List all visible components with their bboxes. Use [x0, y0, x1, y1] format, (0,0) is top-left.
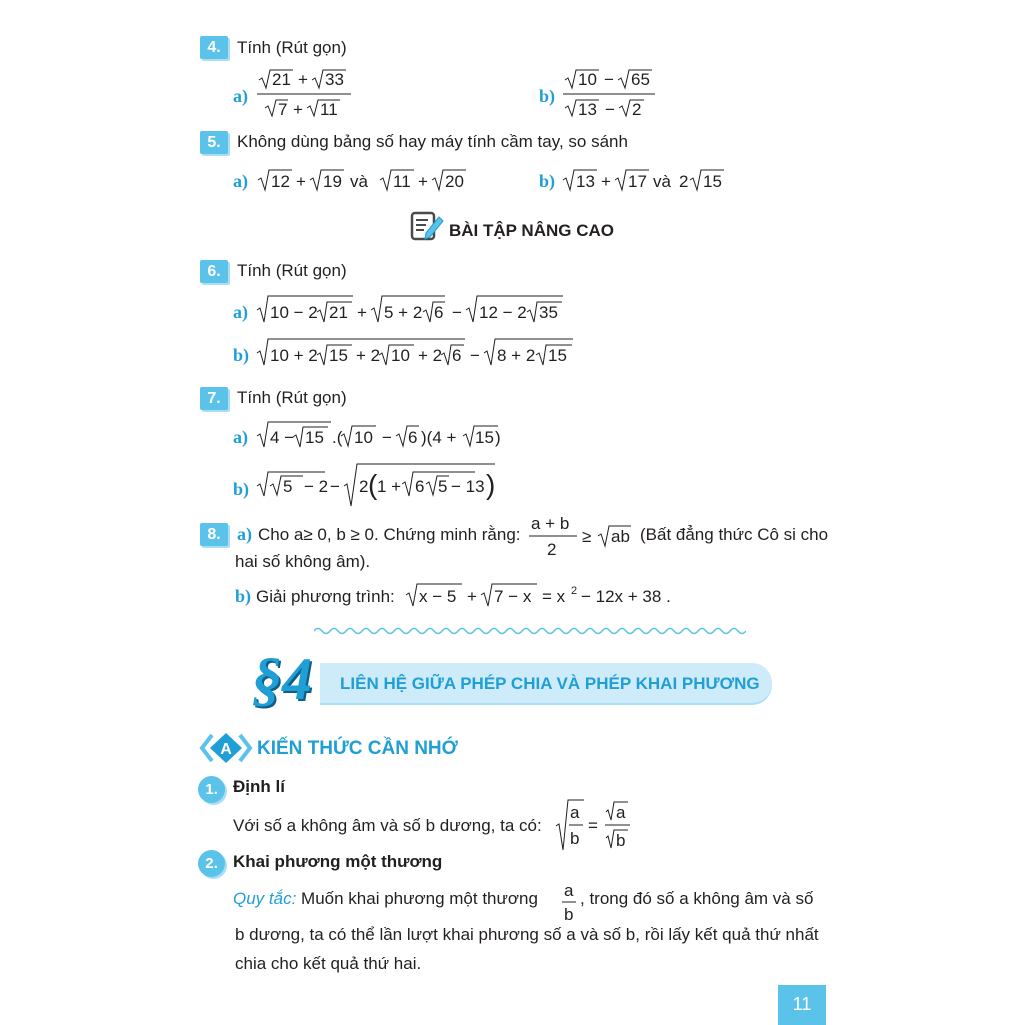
section-symbol: §4 [252, 646, 312, 712]
svg-text:5: 5 [283, 477, 293, 496]
svg-text:15: 15 [548, 346, 567, 365]
svg-text:(: ( [368, 469, 378, 500]
svg-text:2: 2 [547, 540, 557, 559]
svg-text:13: 13 [576, 172, 595, 191]
label-8a: a) [237, 524, 252, 544]
svg-text:+ 2: + 2 [418, 346, 443, 365]
label-7a: a) [233, 427, 248, 447]
item-number-2: 2. [198, 850, 225, 877]
svg-text:33: 33 [325, 70, 344, 89]
section-a-badge [198, 731, 254, 765]
formula-5b-right [678, 166, 728, 194]
formula-7b [255, 460, 505, 510]
svg-text:7 − x: 7 − x [494, 587, 532, 606]
svg-text:ab: ab [611, 527, 630, 546]
problem-number-7: 7. [200, 387, 228, 410]
problem-8a-text-line2: hai số không âm). [235, 552, 371, 571]
svg-text:a: a [570, 803, 580, 822]
svg-text:7: 7 [278, 100, 288, 119]
svg-text:10 − 2: 10 − 2 [270, 303, 318, 322]
item-1-text: Với số a không âm và số b dương, ta có: [233, 816, 542, 835]
svg-text:− 13: − 13 [451, 477, 485, 496]
svg-text:10: 10 [354, 428, 373, 447]
formula-8a [527, 512, 637, 560]
svg-text:− 12x + 38 .: − 12x + 38 . [581, 587, 671, 606]
svg-text:21: 21 [272, 70, 291, 89]
problem-8a-text: Cho a≥ 0, b ≥ 0. Chứng minh rằng: [258, 525, 521, 544]
and-5b: và [653, 172, 671, 191]
svg-text:−: − [452, 303, 462, 322]
formula-4b [561, 68, 661, 122]
item-1-heading: Định lí [233, 777, 285, 796]
item-2-heading: Khai phương một thương [233, 852, 443, 871]
svg-text:b: b [564, 905, 574, 924]
svg-text:+: + [418, 172, 428, 191]
problem-number-8: 8. [200, 523, 228, 546]
svg-text:.(: .( [332, 428, 343, 447]
label-4b: b) [539, 86, 556, 106]
svg-text:11: 11 [320, 100, 338, 119]
problem-6-title: Tính (Rút gọn) [237, 261, 347, 280]
svg-text:15: 15 [475, 428, 494, 447]
formula-6a [255, 294, 575, 326]
formula-7a [255, 420, 505, 450]
label-5b: b) [539, 171, 556, 191]
formula-5b-left [561, 166, 661, 194]
item-2-line1 [233, 888, 538, 910]
svg-text:6: 6 [415, 477, 425, 496]
svg-text:+: + [467, 587, 477, 606]
problem-8b-text: Giải phương trình: [256, 587, 395, 606]
svg-text:a: a [564, 881, 574, 900]
formula-5a-right [378, 166, 478, 194]
svg-text:6: 6 [452, 346, 462, 365]
page-number: 11 [778, 985, 826, 1025]
svg-text:12: 12 [271, 172, 290, 191]
svg-text:b: b [616, 831, 626, 850]
svg-text:2: 2 [571, 585, 578, 597]
problem-number-5: 5. [200, 131, 228, 154]
advanced-heading: BÀI TẬP NÂNG CAO [449, 221, 614, 240]
svg-text:19: 19 [323, 172, 342, 191]
fraction-a-over-b [560, 880, 580, 924]
svg-text:+: + [296, 172, 306, 191]
notebook-pencil-icon [408, 209, 444, 243]
problem-8a-text-cont: (Bất đẳng thức Cô si cho [640, 525, 829, 544]
svg-text:10: 10 [578, 70, 597, 89]
svg-text:2: 2 [679, 172, 689, 191]
svg-text:+: + [601, 172, 611, 191]
label-7b: b) [233, 479, 250, 499]
formula-8b [404, 580, 684, 610]
svg-text:a: a [616, 803, 626, 822]
svg-text:17: 17 [628, 172, 647, 191]
formula-theorem [554, 798, 644, 854]
svg-text:15: 15 [329, 346, 348, 365]
svg-text:+ 2: + 2 [356, 346, 381, 365]
svg-text:20: 20 [445, 172, 464, 191]
svg-text:−: − [470, 346, 480, 365]
formula-5a-left [256, 166, 356, 194]
svg-text:): ) [486, 469, 496, 500]
rule-text-2: b dương, ta có thể lần lượt khai phương số a và số b, rồi lấy kết quả thứ nhất [235, 925, 819, 944]
svg-text:5 + 2: 5 + 2 [384, 303, 423, 322]
svg-text:15: 15 [703, 172, 722, 191]
svg-text:−: − [605, 100, 615, 119]
svg-text:6: 6 [434, 303, 444, 322]
formula-4a [255, 68, 355, 122]
problem-5-title: Không dùng bảng số hay máy tính cầm tay, so sánh [237, 132, 628, 151]
problem-number-6: 6. [200, 260, 228, 283]
svg-text:8 + 2: 8 + 2 [497, 346, 536, 365]
problem-number-4: 4. [200, 36, 228, 59]
rule-text-1: Muốn khai phương một thương [301, 889, 538, 908]
svg-text:+: + [293, 100, 303, 119]
svg-text:6: 6 [408, 428, 418, 447]
svg-text:5: 5 [438, 477, 448, 496]
svg-text:−: − [330, 477, 340, 496]
label-6a: a) [233, 302, 248, 322]
svg-text:): ) [495, 428, 501, 447]
rule-label: Quy tắc: [233, 889, 297, 908]
label-5a: a) [233, 171, 248, 191]
svg-text:2: 2 [359, 477, 369, 496]
svg-text:= x: = x [542, 587, 566, 606]
wavy-divider [314, 624, 746, 638]
rule-text-3: chia cho kết quả thứ hai. [235, 954, 422, 973]
svg-text:x − 5: x − 5 [419, 587, 457, 606]
svg-text:b: b [570, 829, 580, 848]
problem-7-title: Tính (Rút gọn) [237, 388, 347, 407]
svg-text:−: − [604, 70, 614, 89]
rule-text-1b: , trong đó số a không âm và số [580, 889, 814, 908]
svg-text:35: 35 [539, 303, 558, 322]
svg-text:≥: ≥ [582, 527, 592, 546]
badge-letter: A [220, 741, 232, 758]
svg-text:)(4 +: )(4 + [421, 428, 457, 447]
svg-text:10 + 2: 10 + 2 [270, 346, 318, 365]
svg-text:4 −: 4 − [270, 428, 295, 447]
label-6b: b) [233, 345, 250, 365]
label-8b: b) [235, 586, 252, 606]
svg-text:− 2: − 2 [304, 477, 329, 496]
svg-text:1 +: 1 + [377, 477, 402, 496]
svg-text:+: + [357, 303, 367, 322]
knowledge-heading: KIẾN THỨC CẦN NHỚ [257, 738, 458, 759]
svg-text:12 − 2: 12 − 2 [479, 303, 527, 322]
svg-text:+: + [298, 70, 308, 89]
svg-text:2: 2 [632, 100, 642, 119]
item-number-1: 1. [198, 776, 225, 803]
section-title: LIÊN HỆ GIỮA PHÉP CHIA VÀ PHÉP KHAI PHƯƠNG [340, 674, 760, 693]
svg-text:a + b: a + b [531, 514, 570, 533]
svg-text:15: 15 [305, 428, 324, 447]
svg-text:−: − [382, 428, 392, 447]
svg-text:21: 21 [329, 303, 348, 322]
and-5a: và [350, 172, 368, 191]
problem-4-title: Tính (Rút gọn) [237, 38, 347, 57]
svg-text:11: 11 [393, 172, 411, 191]
svg-text:=: = [588, 816, 598, 835]
svg-text:10: 10 [391, 346, 410, 365]
svg-text:65: 65 [631, 70, 650, 89]
formula-6b [255, 337, 585, 369]
svg-text:13: 13 [578, 100, 597, 119]
label-4a: a) [233, 86, 248, 106]
